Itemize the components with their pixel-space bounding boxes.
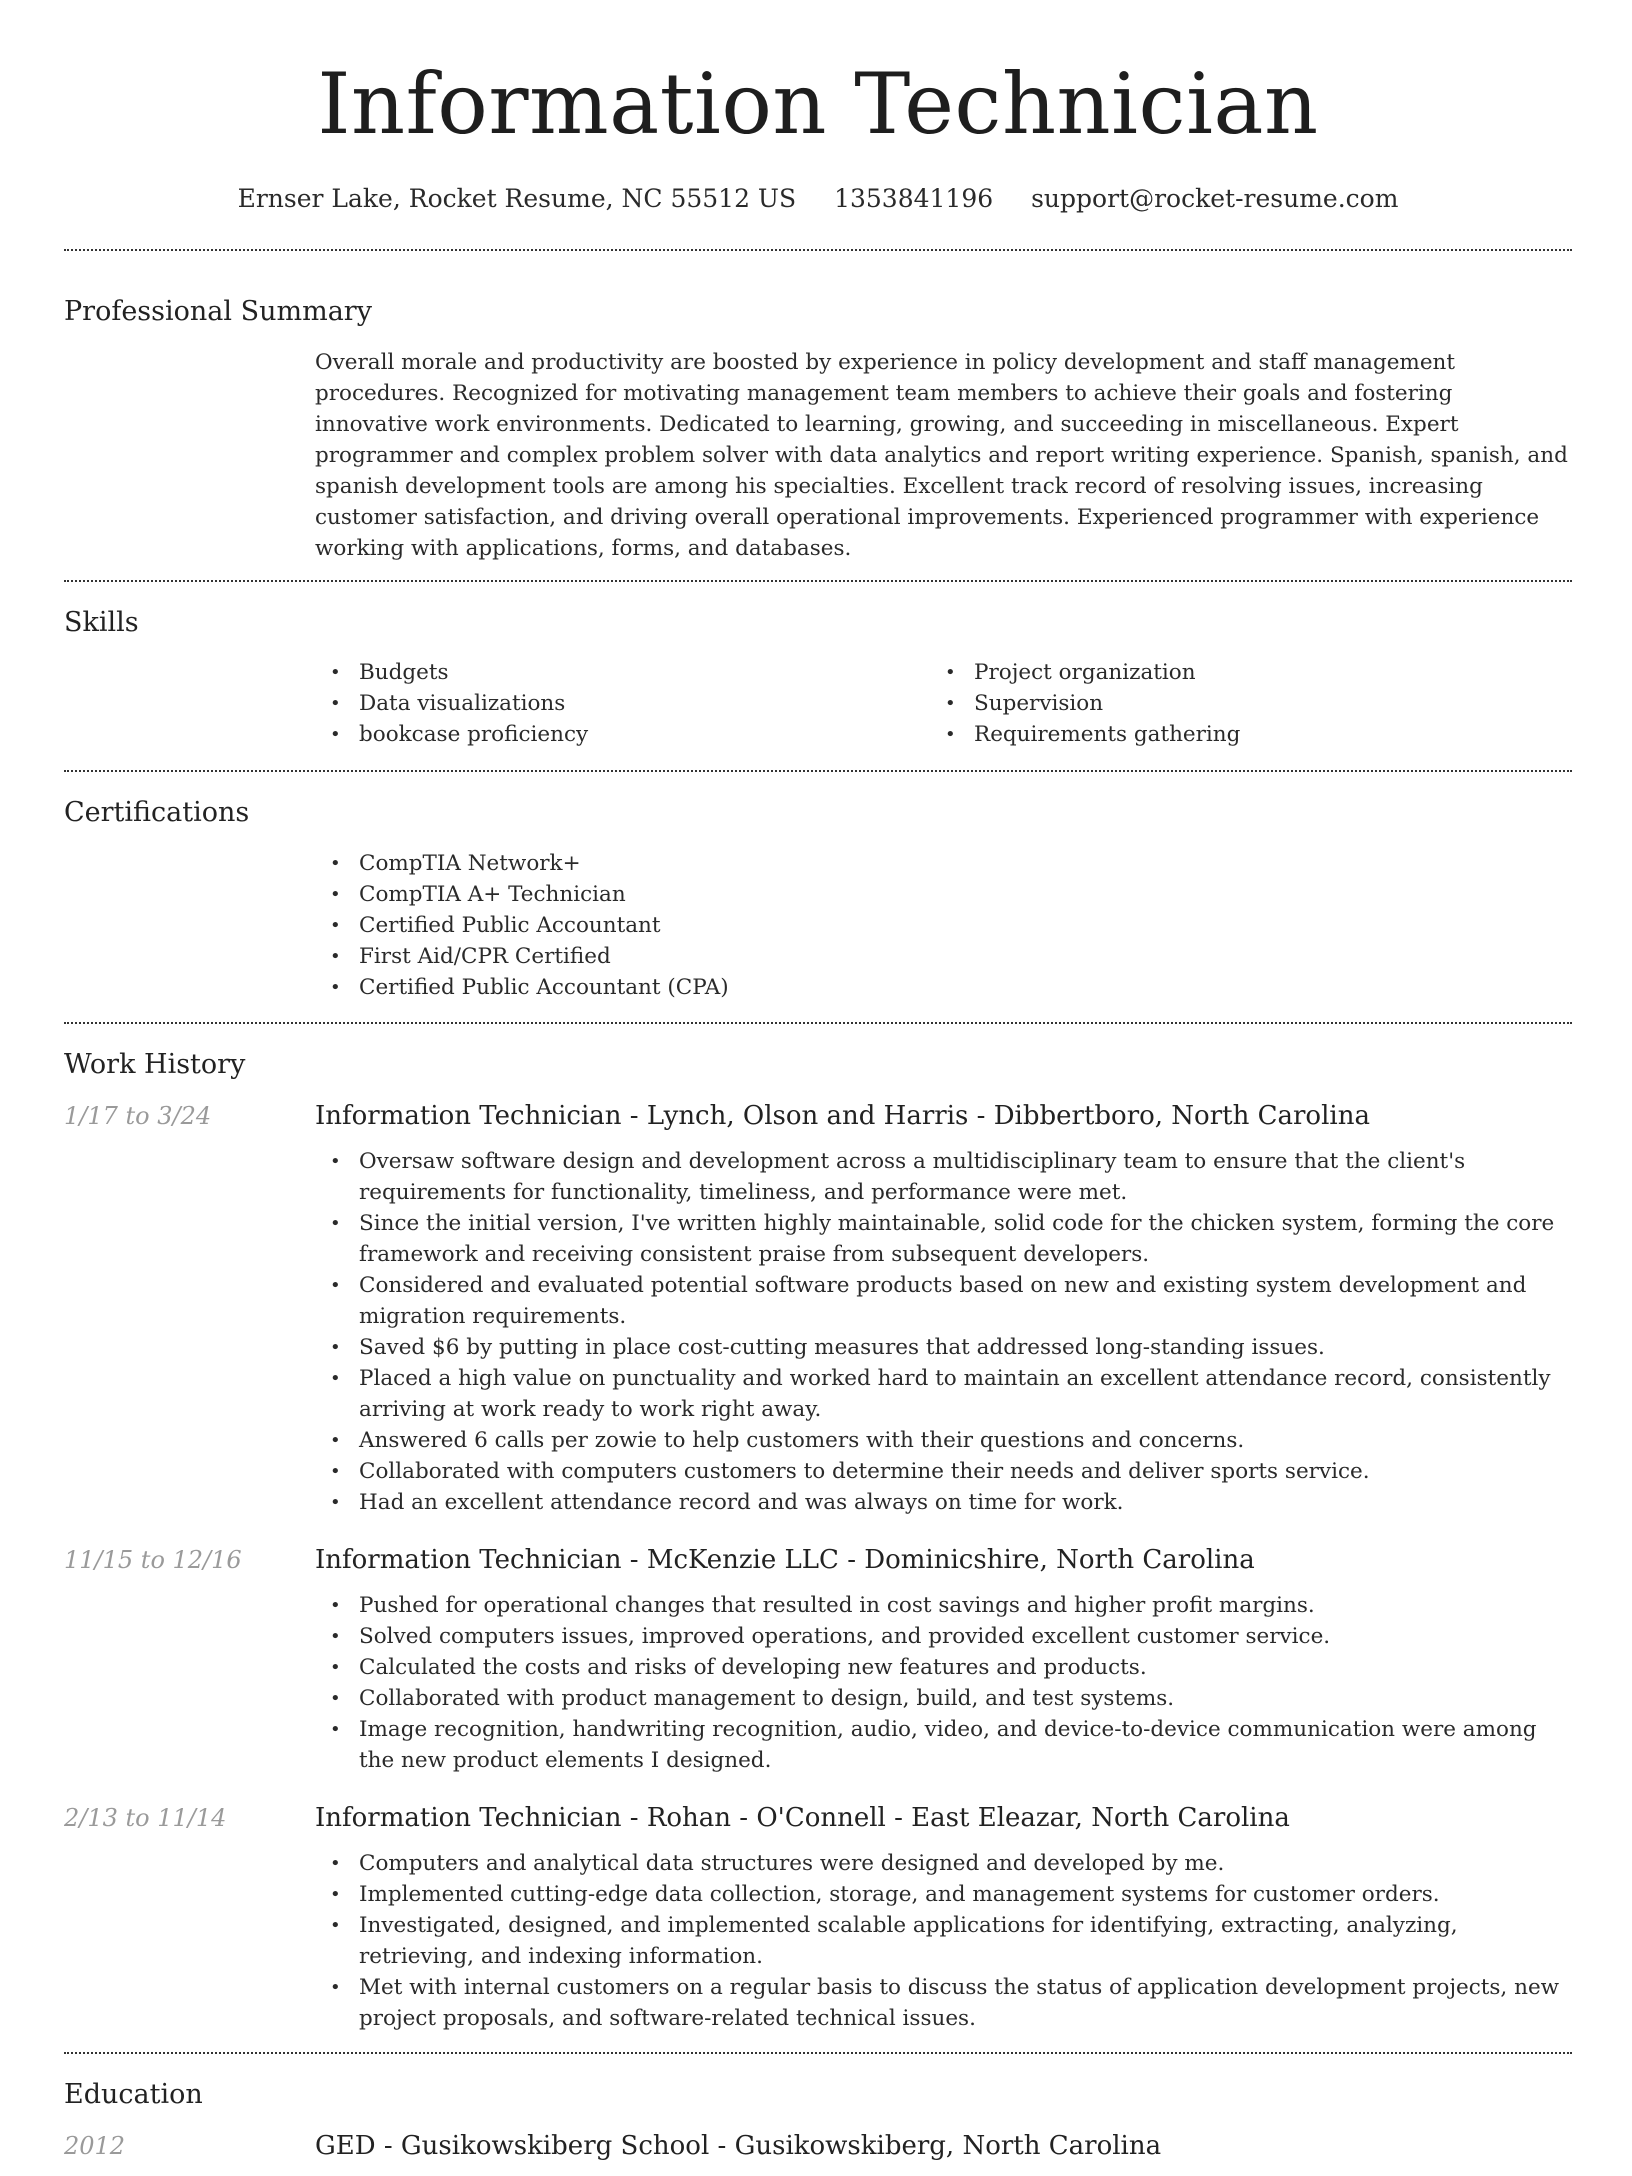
contact-address: Ernser Lake, Rocket Resume, NC 55512 US — [237, 183, 797, 213]
section-title: Certifications — [64, 797, 250, 829]
certification-item: • Certified Public Accountant (CPA) — [315, 972, 1572, 1003]
certification-item: • CompTIA Network+ — [315, 848, 1572, 879]
job-bullet: • Oversaw software design and development across a multidisciplinary team to ensure that the client's requirements for functionality, timeliness, and performance were met. — [315, 1146, 1572, 1208]
education-entry — [64, 2130, 1572, 2176]
job-bullet: • Saved $6 by putting in place cost-cutting measures that addressed long-standing issues. — [315, 1332, 1572, 1363]
skills-grid — [315, 657, 1572, 770]
section-title: Education — [64, 2078, 203, 2110]
skills-section — [64, 582, 1572, 771]
job-bullet: • Placed a high value on punctuality and worked hard to maintain an excellent attendance record, consistently arriving at work ready to work right away. — [315, 1363, 1572, 1425]
job-bullets — [315, 1590, 1572, 1778]
job-bullet: • Implemented cutting-edge data collection, storage, and management systems for customer orders. — [315, 1879, 1572, 1910]
skill-item: • bookcase proficiency — [315, 719, 930, 750]
candidate-name: Information Technician — [317, 55, 1319, 153]
job-bullet: • Investigated, designed, and implemented scalable applications for identifying, extracting, analyzing, retrieving, and indexing information. — [315, 1910, 1572, 1972]
job-title: Information Technician - Lynch, Olson and Harris - Dibbertboro, North Carolina — [315, 1100, 1370, 1131]
job-bullet: • Computers and analytical data structures were designed and developed by me. — [315, 1848, 1572, 1879]
job-bullet: • Image recognition, handwriting recognition, audio, video, and device-to-device communication were among the new product elements I designed. — [315, 1714, 1572, 1776]
job-entry — [64, 1802, 1572, 2036]
job-dates: 11/15 to 12/16 — [64, 1545, 242, 1574]
job-bullet: • Since the initial version, I've written highly maintainable, solid code for the chicken system, forming the core framework and receiving consistent praise from subsequent developers. — [315, 1208, 1572, 1270]
job-bullet: • Had an excellent attendance record and was always on time for work. — [315, 1487, 1572, 1518]
professional-summary-section — [64, 251, 1572, 580]
job-title: Information Technician - Rohan - O'Connell - East Eleazar, North Carolina — [315, 1802, 1290, 1833]
education-section — [64, 2054, 1572, 2176]
job-bullet: • Pushed for operational changes that resulted in cost savings and higher profit margins. — [315, 1590, 1572, 1621]
skill-item: • Data visualizations — [315, 688, 930, 719]
job-bullet: • Collaborated with product management to design, build, and test systems. — [315, 1683, 1572, 1714]
job-details — [315, 1100, 1572, 1520]
contact-line — [64, 181, 1572, 216]
job-title: Information Technician - McKenzie LLC - Dominicshire, North Carolina — [315, 1544, 1255, 1575]
job-dates: 2/13 to 11/14 — [64, 1803, 227, 1832]
job-bullets — [315, 1848, 1572, 2036]
job-bullet: • Solved computers issues, improved operations, and provided excellent customer service. — [315, 1621, 1572, 1652]
work-history-section — [64, 1024, 1572, 2052]
job-entry — [64, 1100, 1572, 1520]
job-dates: 1/17 to 3/24 — [64, 1101, 212, 1130]
certification-item: • Certified Public Accountant — [315, 910, 1572, 941]
job-bullet: • Considered and evaluated potential software products based on new and existing system development and migration requirements. — [315, 1270, 1572, 1332]
certifications-list — [315, 848, 1572, 1022]
skill-item: • Supervision — [930, 688, 1572, 719]
skill-item: • Requirements gathering — [930, 719, 1572, 750]
summary-text: Overall morale and productivity are boosted by experience in policy development and staff management procedures. Recognized for motivating management team members to achieve their goals and fostering innovative work environments. Dedicated to learning, growing, and succeeding in miscellaneous. Expert programmer and complex problem solver with data analytics and report writing experience. Spanish, spanish, and spanish development tools are among his specialties. Excellent track record of resolving issues, increasing customer satisfaction, and driving overall operational improvements. Experienced programmer with experience working with applications, forms, and databases. — [315, 349, 1568, 561]
skills-column-1 — [315, 657, 930, 750]
job-entry — [64, 1544, 1572, 1778]
education-date: 2012 — [64, 2131, 126, 2160]
certifications-section — [64, 772, 1572, 1022]
skill-item: • Budgets — [315, 657, 930, 688]
job-bullet: • Calculated the costs and risks of developing new features and products. — [315, 1652, 1572, 1683]
job-bullet: • Met with internal customers on a regular basis to discuss the status of application development projects, new project proposals, and software-related technical issues. — [315, 1972, 1572, 2034]
job-bullet: • Answered 6 calls per zowie to help customers with their questions and concerns. — [315, 1425, 1572, 1456]
skills-column-2 — [930, 657, 1572, 750]
education-details — [315, 2130, 1572, 2176]
job-details — [315, 1544, 1572, 1778]
certification-item: • CompTIA A+ Technician — [315, 879, 1572, 910]
certification-item: • First Aid/CPR Certified — [315, 941, 1572, 972]
section-title: Professional Summary — [64, 295, 372, 327]
resume-header — [64, 0, 1572, 216]
education-title: GED - Gusikowskiberg School - Gusikowskiberg, North Carolina — [315, 2130, 1162, 2161]
skill-item: • Project organization — [930, 657, 1572, 688]
job-details — [315, 1802, 1572, 2036]
section-title: Skills — [64, 606, 139, 638]
contact-email: support@rocket-resume.com — [1031, 183, 1399, 213]
section-title: Work History — [64, 1049, 246, 1081]
job-bullet: • Collaborated with computers customers to determine their needs and deliver sports service. — [315, 1456, 1572, 1487]
contact-phone: 1353841196 — [834, 183, 994, 213]
job-bullets — [315, 1146, 1572, 1520]
